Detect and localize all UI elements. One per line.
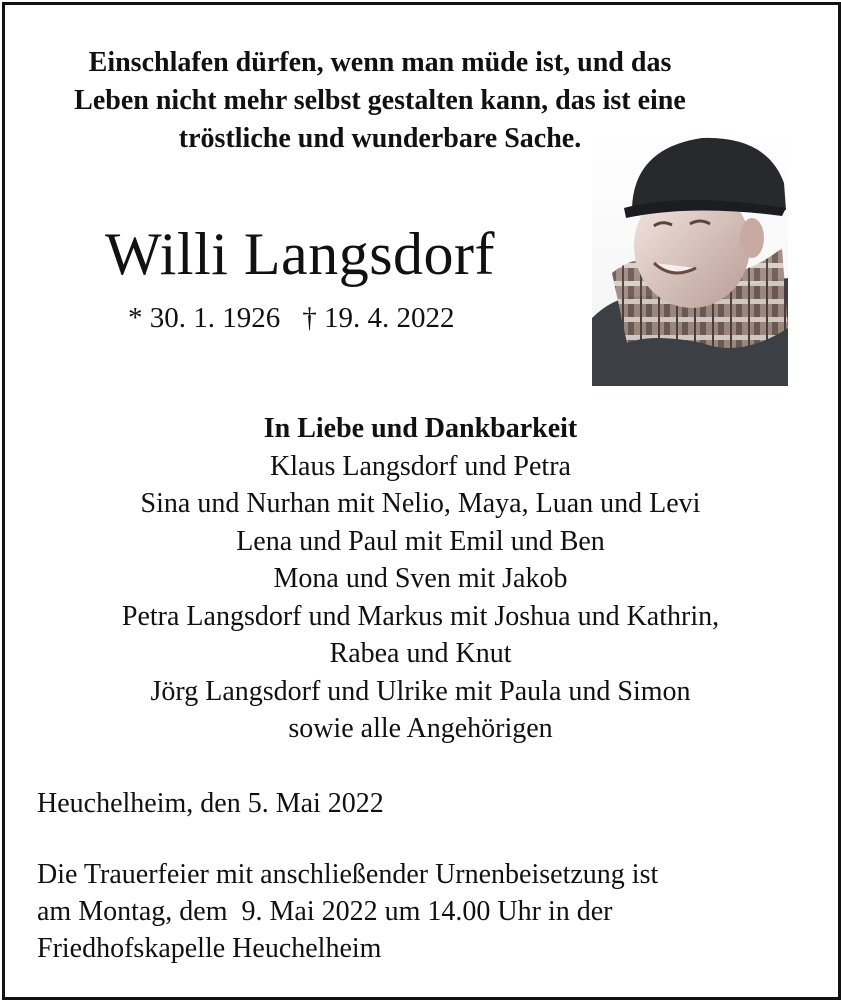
funeral-service-notice bbox=[37, 856, 817, 967]
mourner-line: Jörg Langsdorf und Ulrike mit Paula und Simon bbox=[150, 675, 691, 707]
mourner-line: Petra Langsdorf und Markus mit Joshua und Kathrin, bbox=[121, 600, 720, 632]
deceased-name: Willi Langsdorf bbox=[105, 221, 495, 287]
mourners-section bbox=[0, 410, 841, 748]
mourner-line: sowie alle Angehörigen bbox=[288, 713, 553, 744]
service-line: Die Trauerfeier mit anschließender Urnenbeisetzung ist bbox=[37, 859, 659, 890]
death-date: † 19. 4. 2022 bbox=[302, 302, 455, 334]
mourner-line: Rabea und Knut bbox=[329, 638, 512, 669]
life-dates bbox=[128, 302, 455, 335]
portrait-photo bbox=[592, 128, 788, 386]
quote-line: Leben nicht mehr selbst gestalten kann, das ist eine bbox=[74, 85, 686, 116]
place-date: Heuchelheim, den 5. Mai 2022 bbox=[37, 788, 384, 819]
mourners-heading: In Liebe und Dankbarkeit bbox=[263, 413, 578, 444]
service-line: am Montag, dem 9. Mai 2022 um 14.00 Uhr in der bbox=[37, 896, 613, 927]
service-line: Friedhofskapelle Heuchelheim bbox=[37, 933, 382, 964]
mourner-line: Sina und Nurhan mit Nelio, Maya, Luan und Levi bbox=[140, 488, 701, 519]
mourner-line: Lena und Paul mit Emil und Ben bbox=[236, 525, 605, 557]
quote-line: tröstliche und wunderbare Sache. bbox=[178, 123, 582, 154]
birth-date: * 30. 1. 1926 bbox=[128, 302, 281, 334]
mourner-line: Klaus Langsdorf und Petra bbox=[270, 450, 571, 482]
quote-line: Einschlafen dürfen, wenn man müde ist, und das bbox=[88, 47, 672, 78]
mourner-line: Mona und Sven mit Jakob bbox=[273, 563, 568, 594]
